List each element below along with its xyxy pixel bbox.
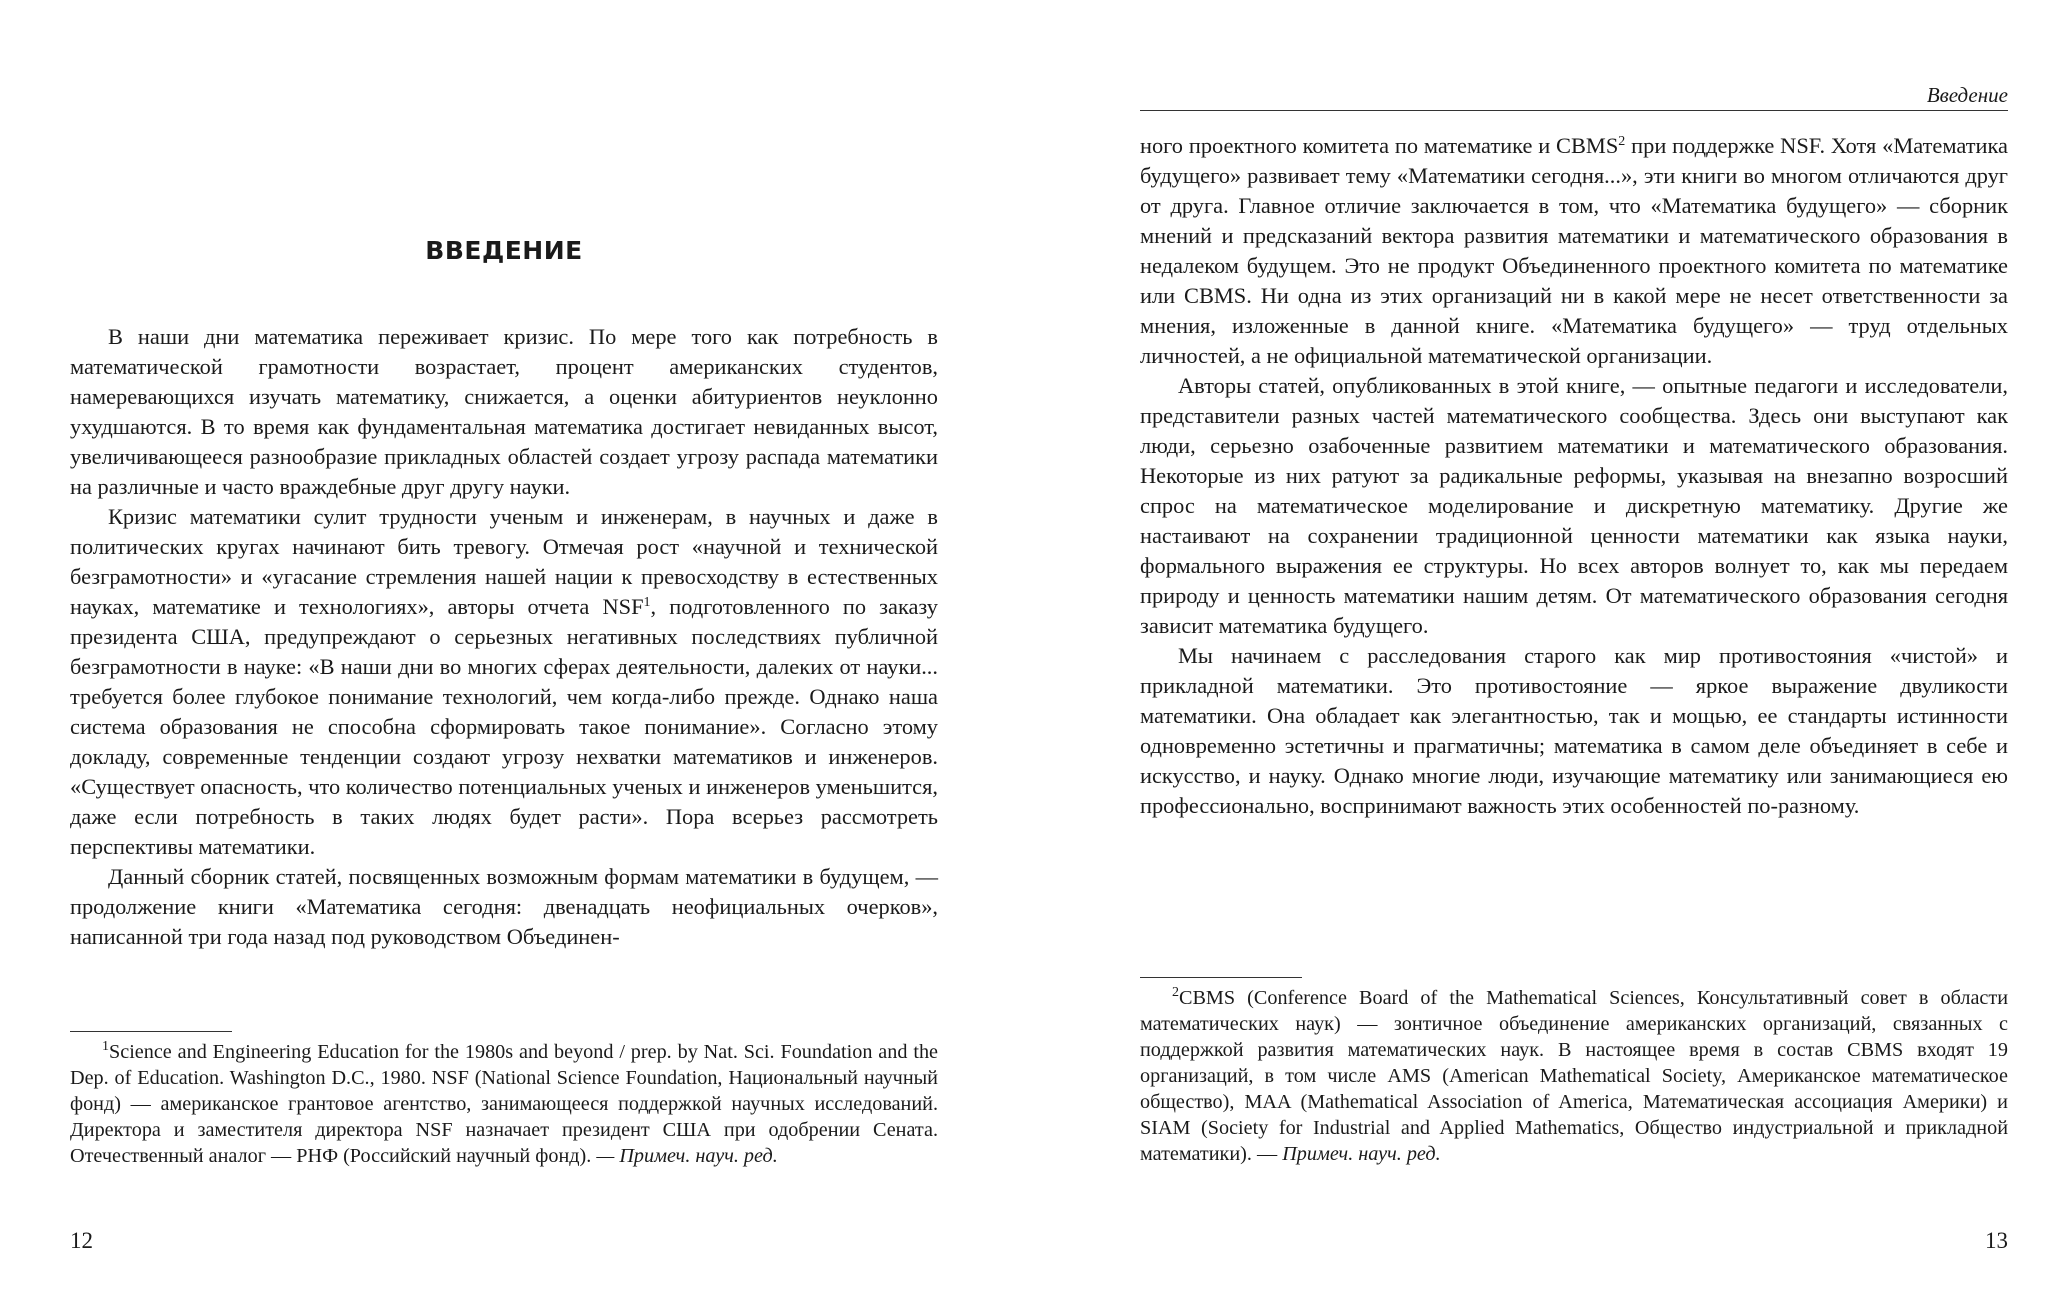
left-body-text (70, 322, 938, 952)
editor-note: — Примеч. науч. ред. (596, 1145, 778, 1167)
editor-note: Примеч. науч. ред. (1282, 1143, 1441, 1165)
page-number: 13 (1985, 1228, 2008, 1253)
chapter-title: ВВЕДЕНИЕ (425, 236, 583, 265)
right-page (1140, 0, 2008, 1292)
footnote-divider (1140, 977, 1302, 978)
paragraph-text: , подготовленного по заказу президента США, предупреждают о серьезных негативных последствиях публичной безграмотности в науке: «В наши дни во многих сферах деятельности, далеких от науки... требуется более глубокое понимание технологий, чем когда-либо прежде. Однако наша система образования не способна сформировать такое понимание». Согласно этому докладу, современные тенденции создают угрозу нехватки математиков и инженеров. «Существует опасность, что количество потенциальных ученых и инженеров уменьшится, даже если потребность в таких людях будет расти». Пора всерьез рассмотреть перспективы математики. (70, 594, 938, 859)
right-body-text (1140, 131, 2008, 821)
paragraph (1140, 131, 2008, 371)
paragraph: Мы начинаем с расследования старого как мир противостояния «чистой» и прикладной математики. Это противостояние — яркое выражение двуликости математики. Она обладает как элегантностью, так и мощью, ее стандарты истинности одновременно эстетичны и прагматичны; математика в самом деле объединяет в себе и искусство, и науку. Однако многие люди, изучающие математику или занимающиеся ею профессионально, воспринимают важность этих особенностей по-разному. (1140, 643, 2008, 818)
footnote-text: Science and Engineering Education for the 1980s and beyond / prep. by Nat. Sci. Foundation and the Dep. of Education. Washington D.C., 1980. NSF (National Science Foundation, Национальный научный фонд) — американское грантовое агентство, занимающееся поддержкой научных исследований. Директора и заместителя директора NSF назначает президент США при одобрении Сената. Отечественный аналог — РНФ (Российский научный фонд). (70, 1041, 938, 1167)
footnote (70, 1039, 938, 1169)
paragraph-text: при поддержке NSF. Хотя «Математика будущего» развивает тему «Математики сегодня...», эти книги во многом отличаются друг от друга. Главное отличие заключается в том, что «Математика будущего» — сборник мнений и предсказаний вектора развития математики и математического образования в недалеком будущем. Это не продукт Объединенного проектного комитета по математике или CBMS. Ни одна из этих организаций ни в какой мере не несет ответственности за мнения, изложенные в данной книге. «Математика будущего» — труд отдельных личностей, а не официальной математической организации. (1140, 133, 2008, 368)
footnote-marker: 2 (1172, 985, 1179, 1000)
left-page (70, 0, 938, 1292)
paragraph (70, 502, 938, 862)
footnote-ref[interactable]: 2 (1618, 134, 1626, 149)
paragraph: Данный сборник статей, посвященных возможным формам математики в будущем, — продолжение книги «Математика сегодня: двенадцать неофициальных очерков», написанной три года назад под руководством Объединен- (70, 864, 938, 949)
running-head: Введение (1926, 83, 2008, 107)
page-number: 12 (70, 1228, 93, 1253)
footnote (1140, 985, 2008, 1167)
paragraph: В наши дни математика переживает кризис. По мере того как потребность в математической грамотности возрастает, процент американских студентов, намеревающихся изучать математику, снижается, а оценки абитуриентов неуклонно ухудшаются. В то время как фундаментальная математика достигает невиданных высот, увеличивающееся разнообразие прикладных областей создает угрозу распада математики на различные и часто враждебные друг другу науки. (70, 324, 938, 499)
footnote-text: CBMS (Conference Board of the Mathematical Sciences, Консультативный совет в области математических наук) — зонтичное объединение американских организаций, связанных с поддержкой развития математических наук. В настоящее время в состав CBMS входят 19 организаций, в том числе AMS (American Mathematical Society, Американское математическое общество), MAA (Mathematical Association of America, Математическая ассоциация Америки) и SIAM (Society for Industrial and Applied Mathematics, Общество индустриальной и прикладной математики). — (1140, 987, 2008, 1165)
paragraph-text: Кризис математики сулит трудности ученым и инженерам, в научных и даже в политических кругах начинают бить тревогу. Отмечая рост «научной и технической безграмотности» и «угасание стремления нашей нации к превосходству в естественных науках, математике и технологиях», авторы отчета NSF (70, 504, 938, 619)
paragraph-text: ного проектного комитета по математике и CBMS (1140, 133, 1619, 158)
footnote-ref[interactable]: 1 (643, 595, 651, 610)
header-divider (1140, 110, 2008, 111)
paragraph: Авторы статей, опубликованных в этой книге, — опытные педагоги и исследователи, представители разных частей математического сообщества. Здесь они выступают как люди, серьезно озабоченные развитием математики и математического образования. Некоторые из них ратуют за радикальные реформы, указывая на внезапно возросший спрос на математическое моделирование и дискретную математику. Другие же настаивают на сохранении традиционной ценности математики как языка науки, формального выражения ее структуры. Но всех авторов волнует то, как мы передаем природу и ценность математики нашим детям. От математического образования сегодня зависит математика будущего. (1140, 373, 2008, 638)
footnote-divider (70, 1031, 232, 1032)
footnote-marker: 1 (102, 1039, 109, 1054)
